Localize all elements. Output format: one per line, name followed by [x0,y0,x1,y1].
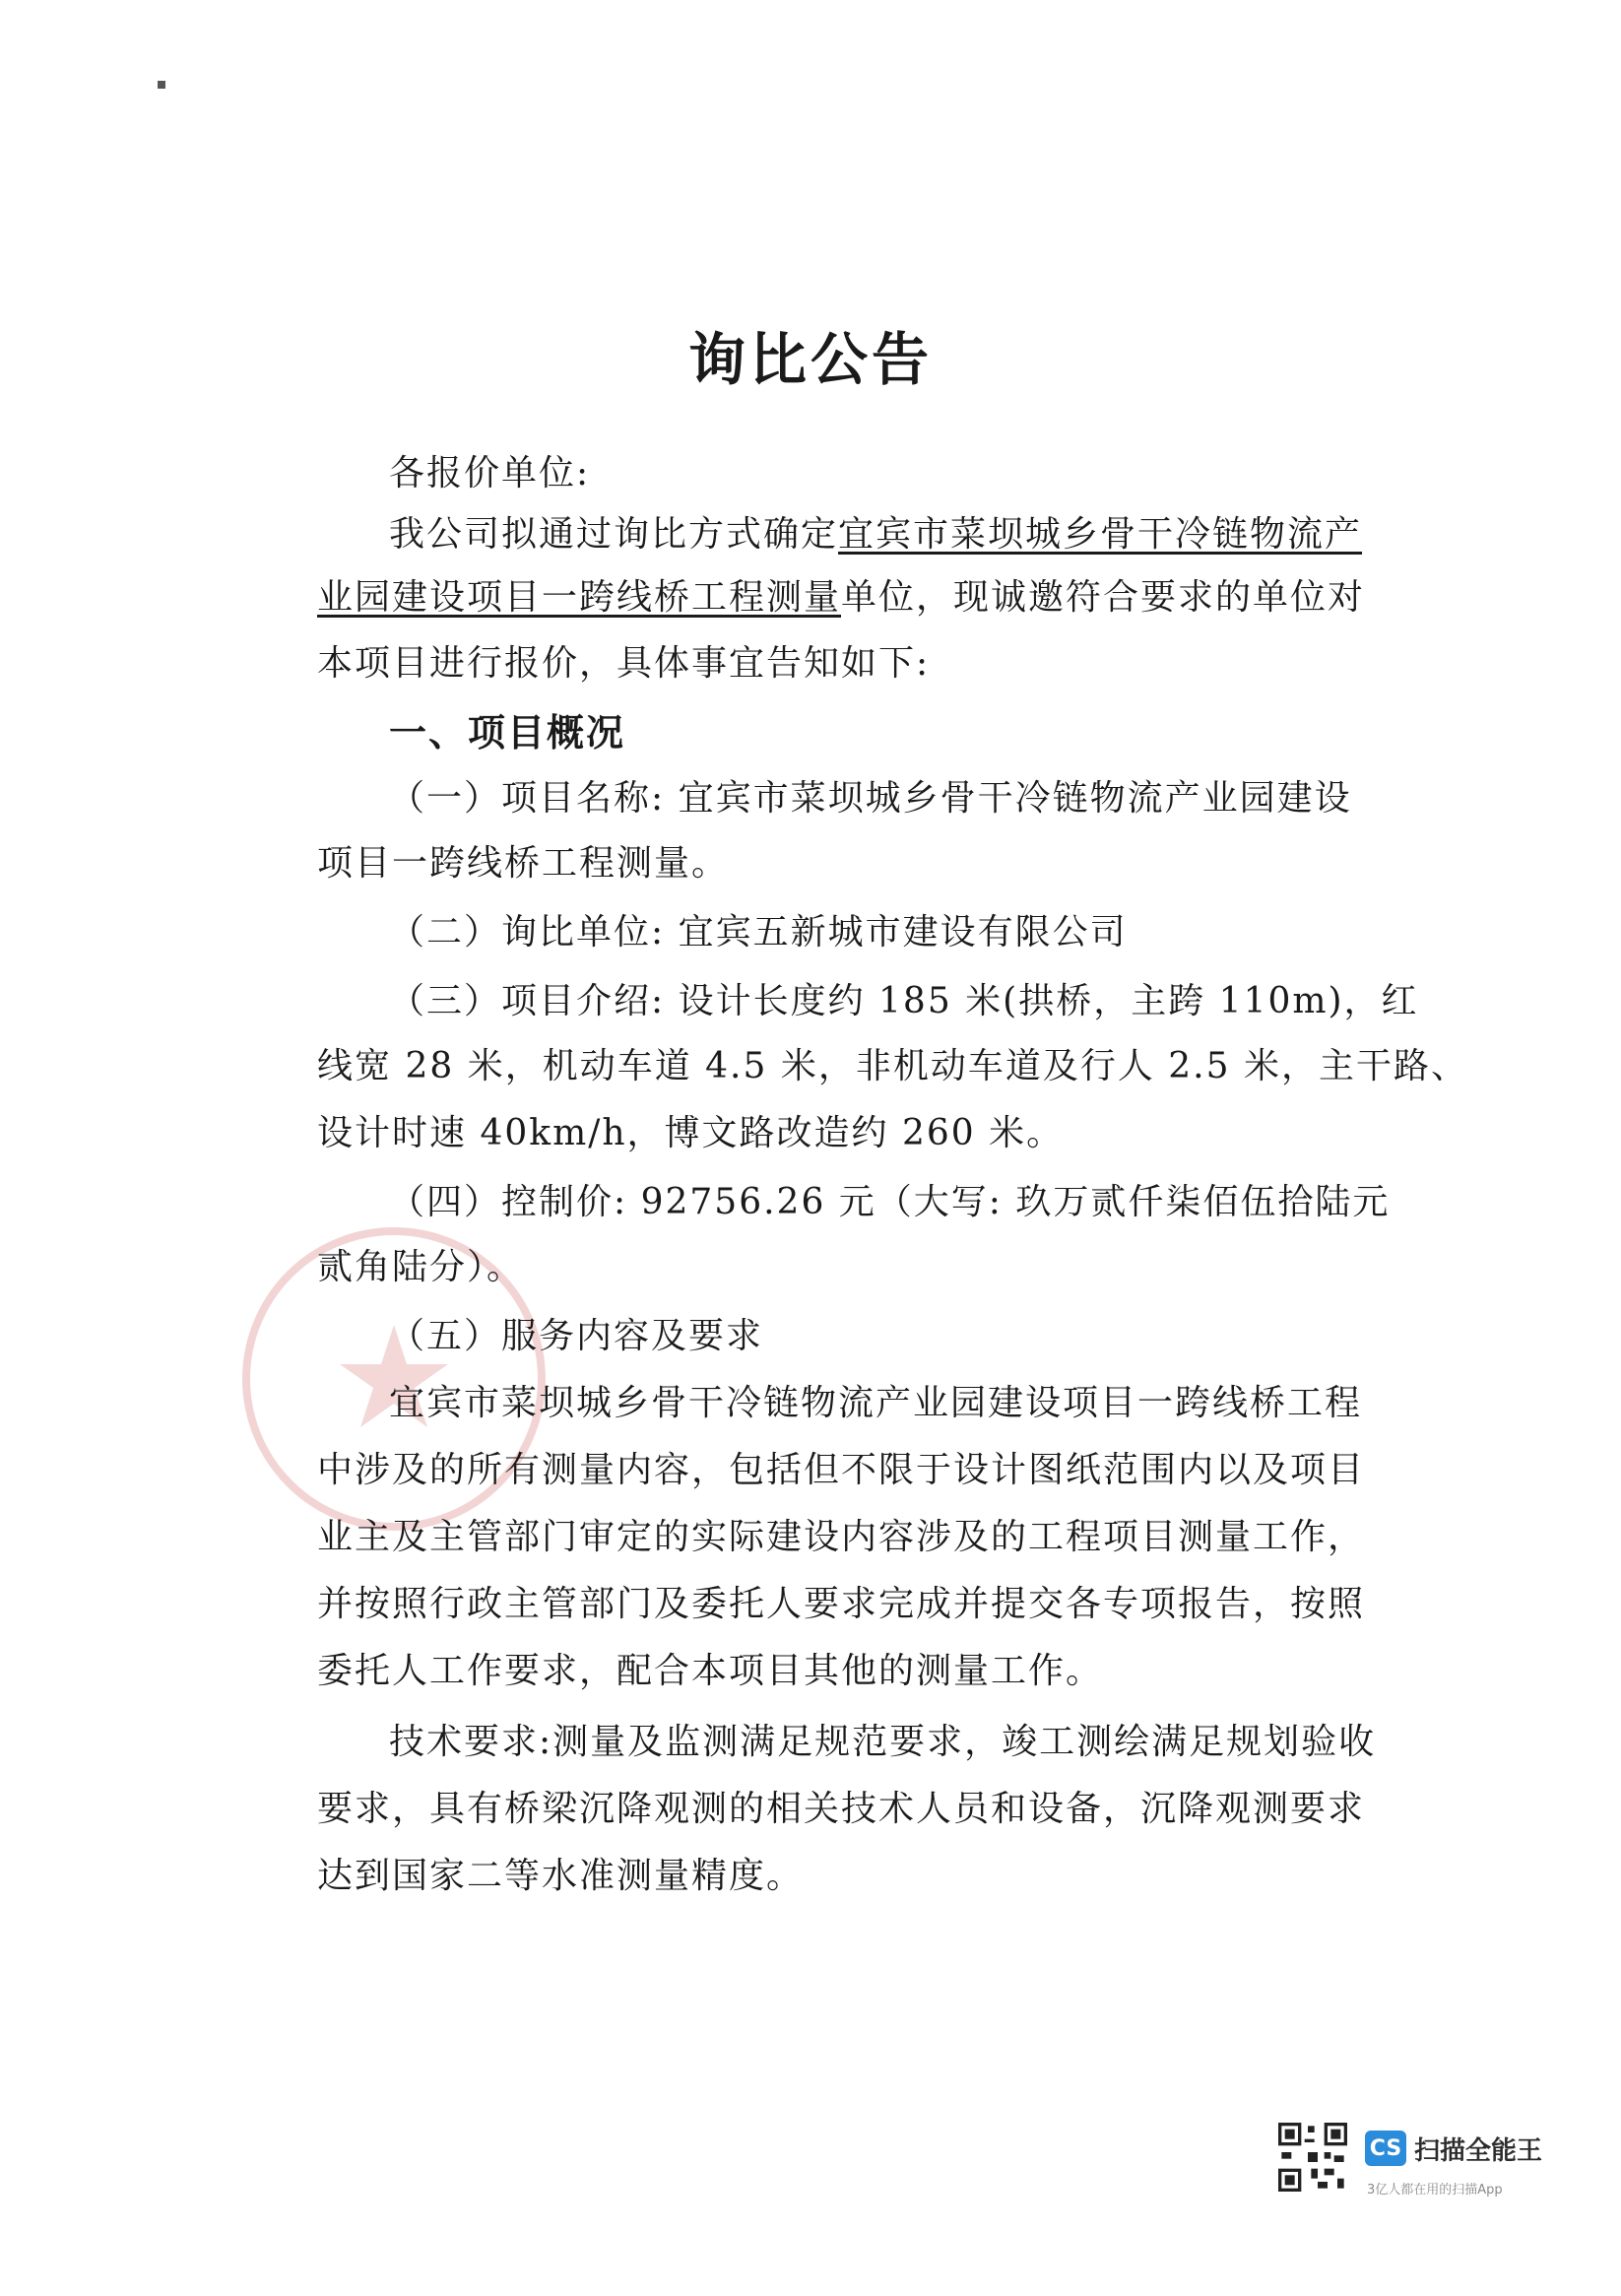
item2-line-1: （二）询比单位: 宜宾五新城市建设有限公司 [389,912,1128,952]
item1-line-1: （一）项目名称: 宜宾市菜坝城乡骨干冷链物流产业园建设 [389,778,1352,819]
camscanner-tagline: 3亿人都在用的扫描App [1367,2183,1503,2198]
camscanner-brand: 扫描全能王 [1414,2136,1543,2166]
item5-line-4: 并按照行政主管部门及委托人要求完成并提交各专项报告，按照 [317,1584,1366,1624]
item3-line-1: （三）项目介绍: 设计长度约 185 米(拱桥，主跨 110m)，红 [389,981,1419,1021]
tech-line-3: 达到国家二等水准测量精度。 [317,1856,805,1896]
section-heading: 一、项目概况 [389,711,626,754]
intro-prefix: 我公司拟通过询比方式确定 [389,514,839,555]
qr-code-icon [1278,2123,1347,2192]
project-name-underlined-1: 宜宾市菜坝城乡骨干冷链物流产 [838,514,1363,555]
intro-line-3: 本项目进行报价，具体事宜告知如下: [317,643,931,684]
item5-heading: （五）服务内容及要求 [389,1316,764,1356]
intro-line-1 [389,506,1362,557]
page-title: 询比公告 [687,326,933,393]
tech-line-1: 技术要求:测量及监测满足规范要求，竣工测绘满足规划验收 [389,1722,1377,1762]
item5-line-5: 委托人工作要求，配合本项目其他的测量工作。 [317,1651,1104,1691]
item4-line-1: （四）控制价: 92756.26 元（大写: 玖万贰仟柒佰伍拾陆元 [389,1182,1391,1222]
salutation: 各报价单位: [389,453,591,493]
camscanner-logo: CS [1365,2131,1406,2166]
tech-line-2: 要求，具有桥梁沉降观测的相关技术人员和设备，沉降观测要求 [317,1789,1366,1829]
scan-dot [158,81,165,89]
intro-suffix: 单位，现诚邀符合要求的单位对 [841,577,1366,618]
item5-line-2: 中涉及的所有测量内容，包括但不限于设计图纸范围内以及项目 [317,1450,1366,1490]
intro-line-2 [317,569,1365,620]
item5-line-1: 宜宾市菜坝城乡骨干冷链物流产业园建设项目一跨线桥工程 [389,1383,1363,1423]
item5-line-3: 业主及主管部门审定的实际建设内容涉及的工程项目测量工作， [317,1517,1366,1557]
item1-line-2: 项目一跨线桥工程测量。 [317,843,730,884]
project-name-underlined-2: 业园建设项目一跨线桥工程测量 [317,577,842,618]
item3-line-2: 线宽 28 米，机动车道 4.5 米，非机动车道及行人 2.5 米，主干路、 [317,1046,1468,1086]
item4-line-2: 贰角陆分）。 [317,1247,525,1287]
item3-line-3: 设计时速 40km/h，博文路改造约 260 米。 [317,1113,1065,1153]
